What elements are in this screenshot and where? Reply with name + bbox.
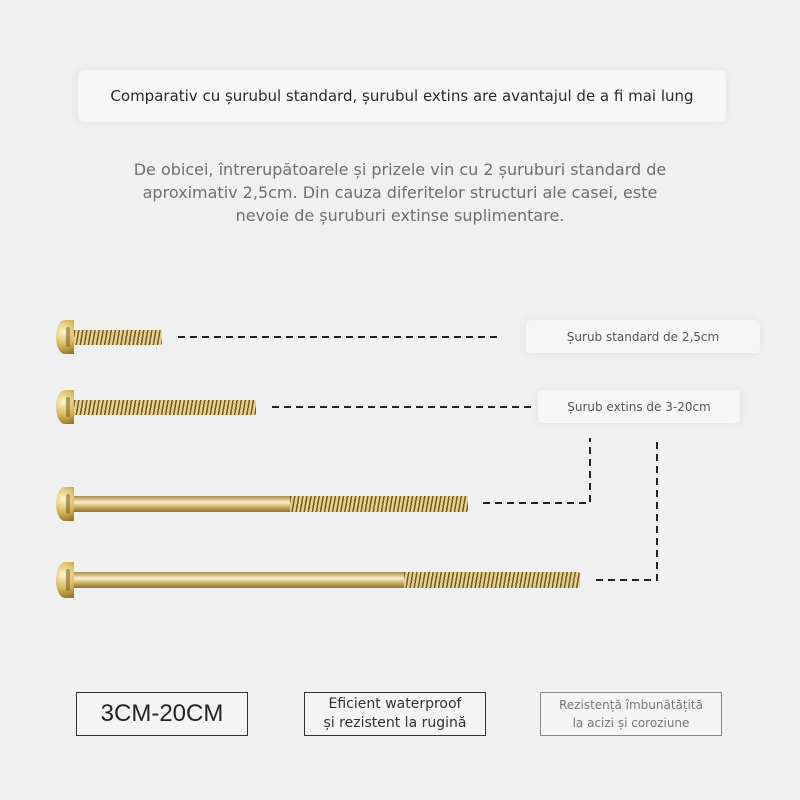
label-extended — [538, 390, 740, 423]
label-standard-text: Șurub standard de 2,5cm — [566, 329, 720, 344]
feature-waterproof — [304, 692, 486, 736]
subtitle-line-1: De obicei, întrerupătoarele și prizele vin cu 2 șuruburi standard de — [133, 160, 667, 179]
label-standard — [526, 320, 760, 353]
subtitle-line-2: aproximativ 2,5cm. Din cauza diferitelor structuri ale casei, este — [142, 183, 658, 202]
heading-text: Comparativ cu șurubul standard, șurubul extins are avantajul de a fi mai lung — [110, 87, 694, 105]
feature-acid-line2: la acizi și coroziune — [572, 716, 690, 730]
connector-long — [596, 438, 657, 580]
feature-size-text: 3CM-20CM — [100, 700, 224, 727]
subtitle-line-3: nevoie de șuruburi extinse suplimentare. — [235, 206, 565, 225]
feature-size — [76, 692, 248, 736]
feature-waterproof-line2: și rezistent la rugină — [323, 715, 467, 731]
feature-waterproof-line1: Eficient waterproof — [328, 696, 462, 712]
label-extended-text: Șurub extins de 3-20cm — [567, 399, 711, 414]
feature-acid — [540, 692, 722, 736]
feature-acid-line1: Rezistență îmbunătățită — [559, 698, 703, 712]
connector-medium — [483, 438, 590, 503]
